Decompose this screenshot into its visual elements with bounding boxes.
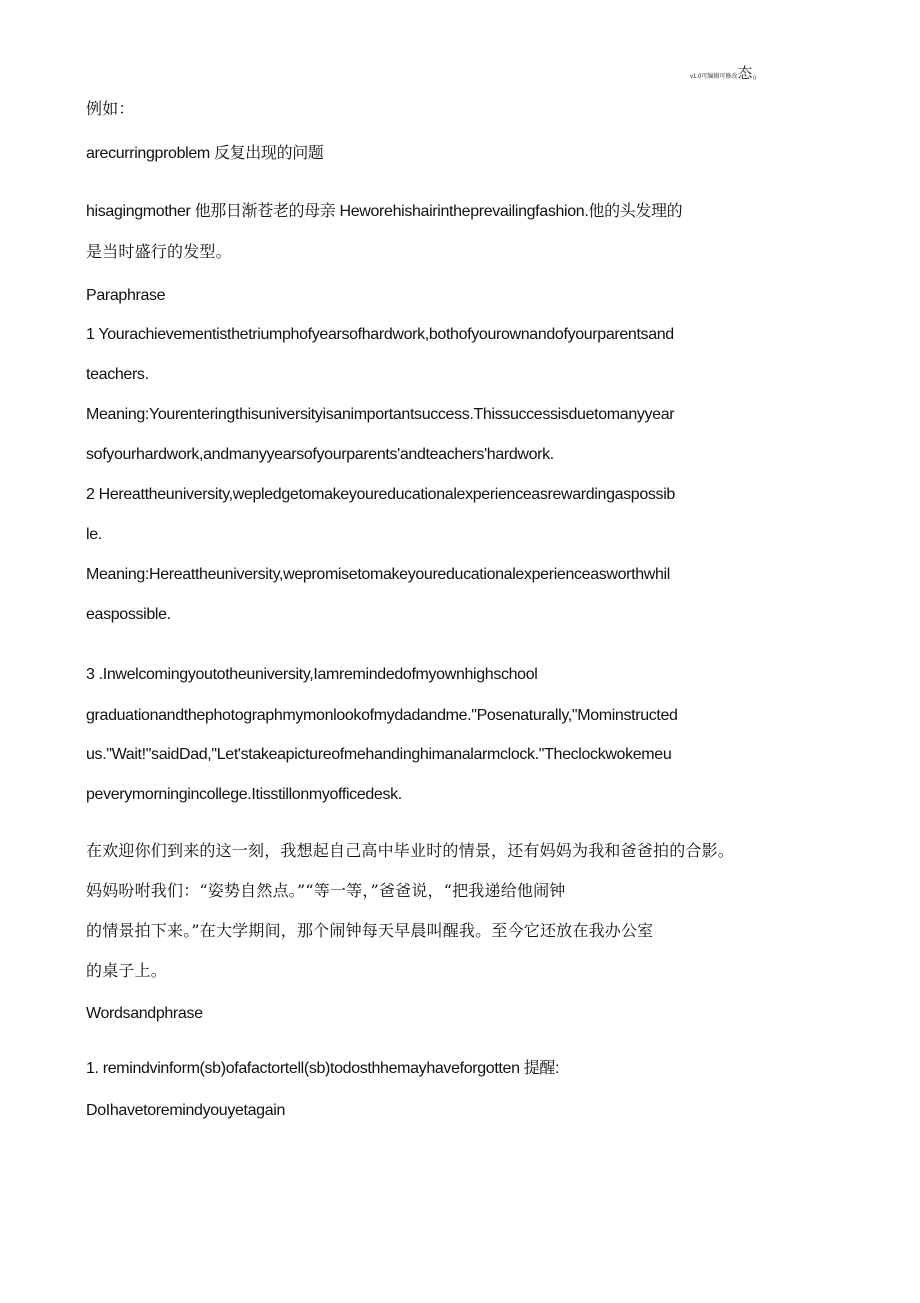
- header-end-mark: 。: [752, 67, 765, 81]
- text-line: le.: [86, 526, 102, 543]
- text-line: peverymorningincollege.Itisstillonmyofficedesk.: [86, 786, 402, 803]
- text-line: 是当时盛行的发型。: [86, 242, 232, 261]
- text-line: 2 Hereattheuniversity,wepledgetomakeyoureducationalexperienceasrewardingaspossib: [86, 486, 675, 503]
- text-line: 妈妈吩咐我们：“姿势自然点。”“等一等，”爸爸说，“把我递给他闹钟: [86, 881, 566, 900]
- text-line: 例如：: [86, 99, 135, 118]
- text-line: 1. remindvinform(sb)ofafactortell(sb)todosthhemayhaveforgotten 提醒:: [86, 1060, 560, 1077]
- text-line: 1 Yourachievementisthetriumphofyearsofhardwork,bothofyourownandofyourparentsand: [86, 326, 674, 343]
- text-line: us."Wait!"saidDad,"Let'stakeapictureofmehandinghimanalarmclock."Theclockwokemeu: [86, 746, 672, 763]
- text-line: hisagingmother 他那日渐苍老的母亲 Heworehishairintheprevailingfashion.他的头发理的: [86, 203, 683, 220]
- text-line: Meaning:Yourenteringthisuniversityisanimportantsuccess.Thissuccessisduetomanyyear: [86, 406, 675, 423]
- text-line: 在欢迎你们到来的这一刻，我想起自己高中毕业时的情景，还有妈妈为我和爸爸拍的合影。: [86, 841, 735, 860]
- page-header: [690, 62, 790, 83]
- text-line: teachers.: [86, 366, 149, 383]
- text-line: easpossible.: [86, 606, 171, 623]
- text-line: Meaning:Hereattheuniversity,wepromisetomakeyoureducationalexperienceasworthwhil: [86, 566, 670, 583]
- text-line: 3 .Inwelcomingyoutotheuniversity,Iamremindedofmyownhighschool: [86, 666, 538, 683]
- text-line: graduationandthephotographmymonlookofmydadandme."Posenaturally,"Mominstructed: [86, 707, 678, 724]
- text-line: 的桌子上。: [86, 961, 168, 980]
- section-heading: Wordsandphrase: [86, 1005, 203, 1022]
- version-label: v1.0可编辑可修改: [690, 74, 738, 80]
- text-line: DoIhavetoremindyouyetagain: [86, 1102, 286, 1119]
- header-character: 态: [737, 64, 753, 82]
- text-line: arecurringproblem 反复出现的问题: [86, 145, 324, 162]
- section-heading: Paraphrase: [86, 287, 166, 304]
- text-line: sofyourhardwork,andmanyyearsofyourparents'andteachers'hardwork.: [86, 446, 554, 463]
- text-line: 的情景拍下来。”在大学期间，那个闹钟每天早晨叫醒我。至今它还放在我办公室: [86, 921, 654, 940]
